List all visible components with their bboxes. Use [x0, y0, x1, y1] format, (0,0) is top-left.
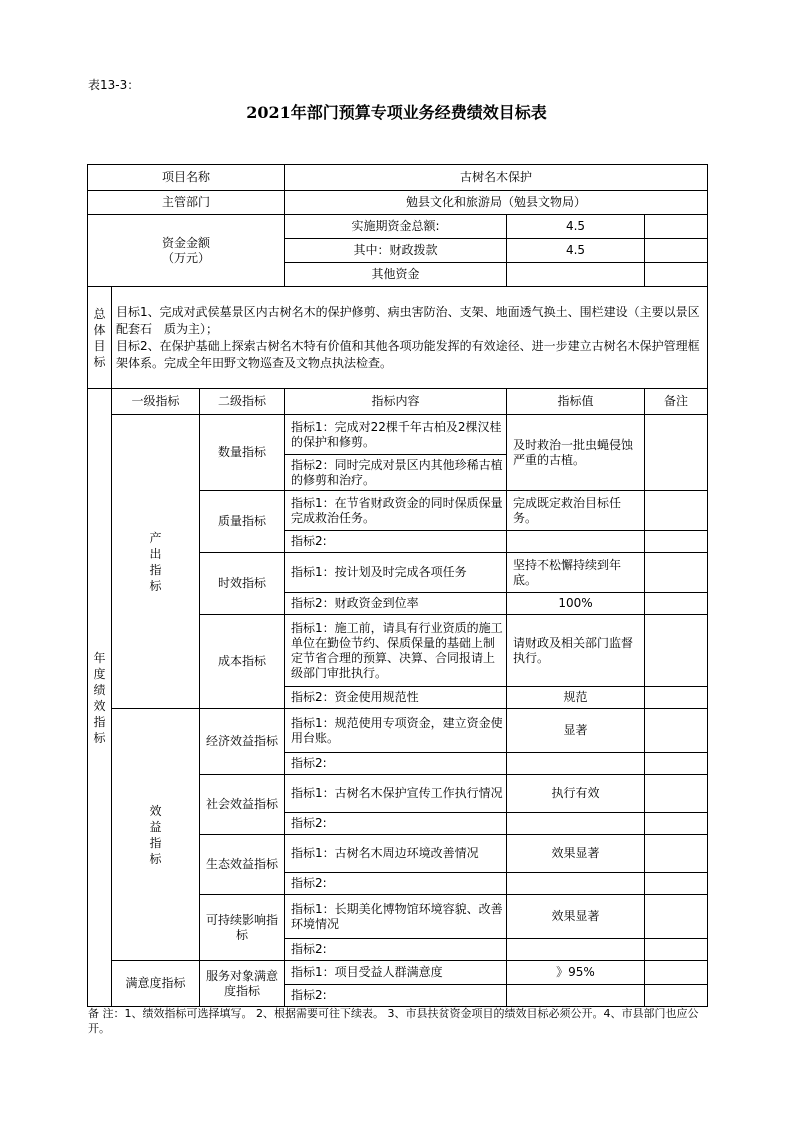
ecological-label: 生态效益指标 — [200, 835, 285, 895]
quality-remark2 — [645, 531, 708, 553]
service-remark1 — [645, 961, 708, 985]
quantity-value: 及时救治一批虫蝇侵蚀严重的古植。 — [507, 415, 645, 491]
cost-remark2 — [645, 687, 708, 709]
social-remark1 — [645, 775, 708, 813]
sustainable-item2: 指标2: — [285, 939, 507, 961]
total-fund-value: 4.5 — [507, 215, 645, 239]
fund-label: 资金金额 （万元） — [88, 215, 285, 287]
sustainable-value2 — [507, 939, 645, 961]
project-name-label: 项目名称 — [88, 165, 285, 191]
sustainable-remark1 — [645, 895, 708, 939]
quantity-remark — [645, 415, 708, 491]
table-row — [88, 287, 708, 389]
overall-goal-label: 总体目标 — [93, 306, 106, 369]
social-value1: 执行有效 — [507, 775, 645, 813]
project-name-value: 古树名木保护 — [285, 165, 708, 191]
other-fund-value — [507, 263, 645, 287]
cost-remark1 — [645, 615, 708, 687]
table-row — [88, 389, 708, 415]
header-value: 指标值 — [507, 389, 645, 415]
ecological-remark2 — [645, 873, 708, 895]
ecological-value1: 效果显著 — [507, 835, 645, 873]
table-row — [88, 215, 708, 239]
ecological-item2: 指标2: — [285, 873, 507, 895]
economic-remark2 — [645, 753, 708, 775]
performance-table — [87, 164, 708, 1007]
service-value2 — [507, 985, 645, 1007]
social-item2: 指标2: — [285, 813, 507, 835]
header-level2: 二级指标 — [200, 389, 285, 415]
timeliness-label: 时效指标 — [200, 553, 285, 615]
cost-item1: 指标1：施工前，请具有行业资质的施工单位在勤俭节约、保质保量的基础上制定节省合理的预算、决算、合同报请上级部门审批执行。 — [285, 615, 507, 687]
header-remark: 备注 — [645, 389, 708, 415]
satisfaction-label: 满意度指标 — [112, 961, 200, 1007]
economic-label: 经济效益指标 — [200, 709, 285, 775]
overall-goal-text: 目标1、完成对武侯墓景区内古树名木的保护修剪、病虫害防治、支架、地面透气换土、围栏建设（主要以景区配套石 质为主）； 目标2、在保护基础上探索古树名木特有价值和其他各项功能发挥的有效途径、进一步建立古树名木保护管理框架体系。完成全年田野文物巡查及文物点执法检查。 — [112, 287, 708, 389]
quantity-item2: 指标2：同时完成对景区内其他珍稀古植的修剪和治疗。 — [285, 455, 507, 491]
service-value1: 》95% — [507, 961, 645, 985]
sustainable-item1: 指标1：长期美化博物馆环境容貌、改善环境情况 — [285, 895, 507, 939]
quantity-label: 数量指标 — [200, 415, 285, 491]
cost-value2: 规范 — [507, 687, 645, 709]
sustainable-label: 可持续影响指标 — [200, 895, 285, 961]
ecological-item1: 指标1：古树名木周边环境改善情况 — [285, 835, 507, 873]
quality-value2 — [507, 531, 645, 553]
sustainable-value1: 效果显著 — [507, 895, 645, 939]
page-title: 2021年部门预算专项业务经费绩效目标表 — [246, 103, 547, 122]
fiscal-fund-value: 4.5 — [507, 239, 645, 263]
service-label: 服务对象满意度指标 — [200, 961, 285, 1007]
quality-item1: 指标1：在节省财政资金的同时保质保量完成救治任务。 — [285, 491, 507, 531]
social-remark2 — [645, 813, 708, 835]
quality-item2: 指标2: — [285, 531, 507, 553]
ecological-remark1 — [645, 835, 708, 873]
economic-item1: 指标1：规范使用专项资金，建立资金使用台账。 — [285, 709, 507, 753]
economic-remark1 — [645, 709, 708, 753]
benefit-indicator-label: 效益指标 — [149, 803, 162, 866]
social-value2 — [507, 813, 645, 835]
service-item2: 指标2: — [285, 985, 507, 1007]
quality-remark1 — [645, 491, 708, 531]
annual-perf-label-cell — [88, 389, 112, 1007]
timeliness-value2: 100% — [507, 593, 645, 615]
timeliness-remark1 — [645, 553, 708, 593]
cost-value1: 请财政及相关部门监督执行。 — [507, 615, 645, 687]
dept-label: 主管部门 — [88, 191, 285, 215]
economic-item2: 指标2: — [285, 753, 507, 775]
cost-label: 成本指标 — [200, 615, 285, 709]
quality-value1: 完成既定救治目标任务。 — [507, 491, 645, 531]
fiscal-fund-label: 其中：财政拨款 — [285, 239, 507, 263]
other-fund-label: 其他资金 — [285, 263, 507, 287]
economic-value1: 显著 — [507, 709, 645, 753]
social-item1: 指标1：古树名木保护宣传工作执行情况 — [285, 775, 507, 813]
table-row — [88, 165, 708, 191]
header-content: 指标内容 — [285, 389, 507, 415]
sustainable-remark2 — [645, 939, 708, 961]
benefit-label-cell — [112, 709, 200, 961]
output-indicator-label: 产出指标 — [149, 530, 162, 593]
service-remark2 — [645, 985, 708, 1007]
economic-value2 — [507, 753, 645, 775]
header-level1: 一级指标 — [112, 389, 200, 415]
table-row — [88, 709, 708, 753]
timeliness-value1: 坚持不松懈持续到年底。 — [507, 553, 645, 593]
quantity-item1: 指标1：完成对22棵千年古柏及2棵汉桂的保护和修剪。 — [285, 415, 507, 455]
cost-item2: 指标2：资金使用规范性 — [285, 687, 507, 709]
timeliness-item1: 指标1：按计划及时完成各项任务 — [285, 553, 507, 593]
annual-perf-label: 年度绩效指标 — [93, 650, 106, 745]
dept-value: 勉县文化和旅游局（勉县文物局） — [285, 191, 708, 215]
total-fund-blank — [645, 215, 708, 239]
ecological-value2 — [507, 873, 645, 895]
quality-label: 质量指标 — [200, 491, 285, 553]
table-number-label: 表13-3： — [88, 78, 140, 92]
table-row — [88, 961, 708, 985]
timeliness-item2: 指标2：财政资金到位率 — [285, 593, 507, 615]
social-label: 社会效益指标 — [200, 775, 285, 835]
table-row — [88, 191, 708, 215]
fiscal-fund-blank — [645, 239, 708, 263]
overall-goal-label-cell — [88, 287, 112, 389]
table-row — [88, 415, 708, 455]
service-item1: 指标1：项目受益人群满意度 — [285, 961, 507, 985]
other-fund-blank — [645, 263, 708, 287]
total-fund-label: 实施期资金总额: — [285, 215, 507, 239]
footnote: 备 注：1、绩效指标可选择填写。 2、根据需要可往下续表。 3、市县扶贫资金项目的绩效目标必须公开。4、市县部门也应公开。 — [88, 1007, 699, 1035]
output-label-cell — [112, 415, 200, 709]
timeliness-remark2 — [645, 593, 708, 615]
